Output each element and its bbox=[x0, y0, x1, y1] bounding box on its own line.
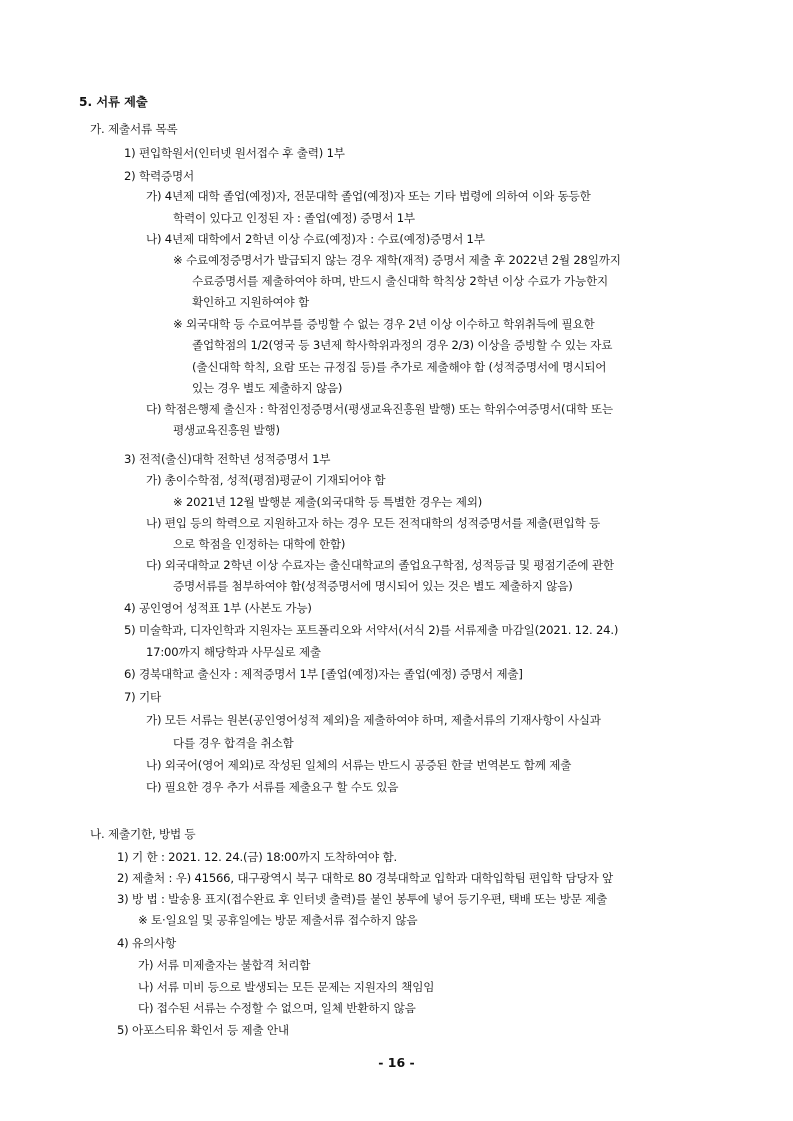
list-item: 7) 기타 bbox=[124, 690, 161, 704]
subsection-heading: 나. 제출기한, 방법 등 bbox=[90, 827, 196, 841]
list-item-continuation: 평생교육진흥원 발행) bbox=[173, 423, 280, 437]
list-item: 1) 기 한 : 2021. 12. 24.(금) 18:00까지 도착하여야 함. bbox=[117, 850, 397, 864]
section-title: 5. 서류 제출 bbox=[79, 95, 148, 109]
list-item: 4) 공인영어 성적표 1부 (사본도 가능) bbox=[124, 601, 312, 615]
subsection-heading: 가. 제출서류 목록 bbox=[90, 122, 178, 136]
page-number: - 16 - bbox=[378, 1055, 415, 1070]
list-item: 5) 아포스티유 확인서 등 제출 안내 bbox=[117, 1023, 289, 1037]
list-item: 나) 서류 미비 등으로 발생되는 모든 문제는 지원자의 책임임 bbox=[138, 980, 435, 994]
note-item: ※ 토·일요일 및 공휴일에는 방문 제출서류 접수하지 않음 bbox=[138, 913, 418, 927]
list-item: 가) 총이수학점, 성적(평점)평균이 기재되어야 함 bbox=[146, 473, 386, 487]
list-item-continuation: 학력이 있다고 인정된 자 : 졸업(예정) 증명서 1부 bbox=[173, 211, 415, 225]
note-continuation: 수료증명서를 제출하여야 하며, 반드시 출신대학 학칙상 2학년 이상 수료가 가능한지 bbox=[192, 274, 609, 288]
list-item: 3) 전적(출신)대학 전학년 성적증명서 1부 bbox=[124, 452, 331, 466]
list-item: 다) 접수된 서류는 수정할 수 없으며, 일체 반환하지 않음 bbox=[138, 1001, 416, 1015]
list-item: 5) 미술학과, 디자인학과 지원자는 포트폴리오와 서약서(서식 2)를 서류제출 마감일(2021. 12. 24.) bbox=[124, 623, 619, 637]
note-item: ※ 외국대학 등 수료여부를 증빙할 수 없는 경우 2년 이상 이수하고 학위취득에 필요한 bbox=[173, 317, 595, 331]
list-item: 나) 4년제 대학에서 2학년 이상 수료(예정)자 : 수료(예정)증명서 1부 bbox=[146, 232, 485, 246]
note-item: ※ 수료예정증명서가 발급되지 않는 경우 재학(재적) 증명서 제출 후 2022년 2월 28일까지 bbox=[173, 253, 621, 267]
note-continuation: 있는 경우 별도 제출하지 않음) bbox=[192, 381, 343, 395]
list-item: 다) 학점은행제 출신자 : 학점인정증명서(평생교육진흥원 발행) 또는 학위수여증명서(대학 또는 bbox=[146, 402, 613, 416]
list-item: 가) 4년제 대학 졸업(예정)자, 전문대학 졸업(예정)자 또는 기타 법령에 의하여 이와 동등한 bbox=[146, 189, 591, 203]
list-item: 3) 방 법 : 발송용 표지(접수완료 후 인터넷 출력)를 붙인 봉투에 넣어 등기우편, 택배 또는 방문 제출 bbox=[117, 892, 608, 906]
list-item-continuation: 증명서류를 첨부하여야 함(성적증명서에 명시되어 있는 것은 별도 제출하지 않음) bbox=[173, 579, 573, 593]
list-item: 나) 편입 등의 학력으로 지원하고자 하는 경우 모든 전적대학의 성적증명서를 제출(편입학 등 bbox=[146, 516, 600, 530]
list-item: 나) 외국어(영어 제외)로 작성된 일체의 서류는 반드시 공증된 한글 번역본도 함께 제출 bbox=[146, 758, 572, 772]
list-item: 다) 필요한 경우 추가 서류를 제출요구 할 수도 있음 bbox=[146, 780, 399, 794]
list-item-continuation: 으로 학점을 인정하는 대학에 한함) bbox=[173, 537, 346, 551]
list-item-continuation: 다를 경우 합격을 취소함 bbox=[173, 736, 294, 750]
note-item: ※ 2021년 12월 발행분 제출(외국대학 등 특별한 경우는 제외) bbox=[173, 495, 483, 509]
list-item: 1) 편입학원서(인터넷 원서접수 후 출력) 1부 bbox=[124, 146, 345, 160]
list-item: 다) 외국대학교 2학년 이상 수료자는 출신대학교의 졸업요구학점, 성적등급 및 평점기준에 관한 bbox=[146, 558, 614, 572]
note-continuation: (출신대학 학칙, 요람 또는 규정집 등)를 추가로 제출해야 함 (성적증명서에 명시되어 bbox=[192, 360, 607, 374]
list-item-continuation: 17:00까지 해당학과 사무실로 제출 bbox=[146, 645, 321, 659]
list-item: 4) 유의사항 bbox=[117, 936, 176, 950]
note-continuation: 확인하고 지원하여야 함 bbox=[192, 295, 309, 309]
list-item: 2) 학력증명서 bbox=[124, 169, 194, 183]
list-item: 가) 모든 서류는 원본(공인영어성적 제외)을 제출하여야 하며, 제출서류의 기재사항이 사실과 bbox=[146, 713, 601, 727]
list-item: 2) 제출처 : 우) 41566, 대구광역시 북구 대학로 80 경북대학교 입학과 대학입학팀 편입학 담당자 앞 bbox=[117, 871, 614, 885]
note-continuation: 졸업학점의 1/2(영국 등 3년제 학사학위과정의 경우 2/3) 이상을 증빙할 수 있는 자료 bbox=[192, 338, 613, 352]
list-item: 6) 경북대학교 출신자 : 제적증명서 1부 [졸업(예정)자는 졸업(예정) 증명서 제출] bbox=[124, 667, 523, 681]
list-item: 가) 서류 미제출자는 불합격 처리함 bbox=[138, 958, 311, 972]
